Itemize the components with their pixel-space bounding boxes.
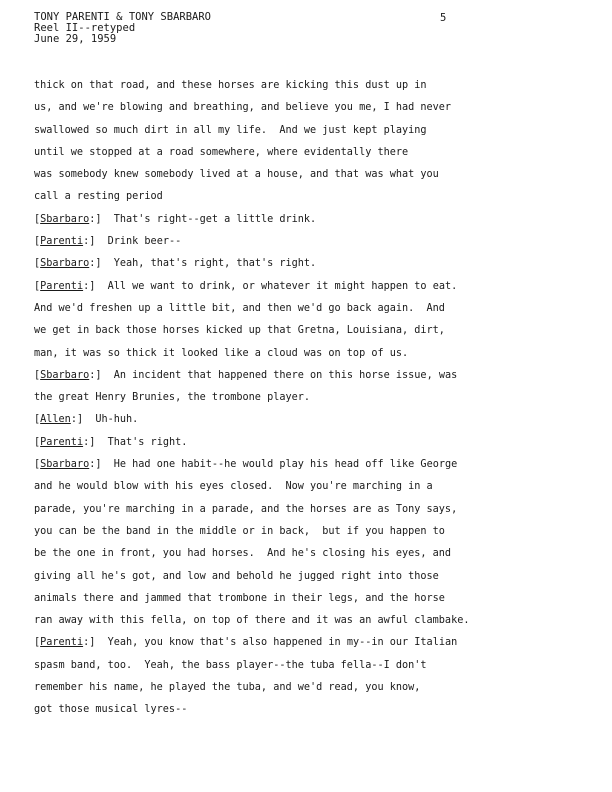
line-text: parade, you're marching in a parade, and the horses are as Tony says,	[34, 503, 458, 515]
line-text: spasm band, too. Yeah, the bass player--the tuba fella--I don't	[34, 659, 427, 671]
speaker-line: [Parenti:] That's right.	[34, 436, 188, 448]
line-text: you can be the band in the middle or in back, but if you happen to	[34, 525, 445, 537]
line-text: Yeah, that's right, that's right.	[113, 258, 317, 270]
speaker-line: [Parenti:] All we want to drink, or whatever it might happen to eat.	[34, 280, 458, 292]
transcript-line	[34, 120, 574, 142]
transcript-line	[34, 97, 574, 119]
line-text: call a resting period	[34, 191, 163, 203]
line-text: got those musical lyres--	[34, 704, 188, 716]
page-header	[34, 12, 211, 45]
speaker-name: Parenti	[40, 236, 84, 248]
line-text: the great Henry Brunies, the trombone player.	[34, 392, 311, 404]
line-text: be the one in front, you had horses. And he's closing his eyes, and	[34, 548, 452, 560]
speaker-name: Parenti	[40, 436, 84, 448]
speaker-name: Sbarbaro	[40, 258, 90, 270]
line-text: swallowed so much dirt in all my life. And we just kept playing	[34, 124, 427, 136]
page-number: 5	[440, 12, 447, 24]
transcript-line	[34, 343, 574, 365]
line-text: He had one habit--he would play his head off like George	[113, 459, 458, 471]
speaker-name: Parenti	[40, 637, 84, 649]
line-text: we get in back those horses kicked up that Gretna, Louisiana, dirt,	[34, 325, 445, 337]
transcript-line	[34, 699, 574, 721]
speaker-line: [Allen:] Uh-huh.	[34, 414, 139, 426]
transcript-line	[34, 588, 574, 610]
header-date: June 29, 1959	[34, 33, 117, 45]
transcript-line	[34, 521, 574, 543]
speaker-line: [Sbarbaro:] An incident that happened there on this horse issue, was	[34, 369, 458, 381]
line-text: thick on that road, and these horses are kicking this dust up in	[34, 80, 427, 91]
line-text: That's right.	[107, 436, 188, 448]
transcript-body	[34, 75, 574, 722]
line-text: Uh-huh.	[95, 414, 139, 426]
speaker-name: Sbarbaro	[40, 213, 90, 225]
line-text: And we'd freshen up a little bit, and then we'd go back again. And	[34, 302, 445, 314]
line-text: us, and we're blowing and breathing, and believe you me, I had never	[34, 102, 452, 114]
speaker-name: Parenti	[40, 280, 84, 292]
transcript-line	[34, 566, 574, 588]
transcript-line	[34, 476, 574, 498]
speaker-line: [Sbarbaro:] He had one habit--he would play his head off like George	[34, 459, 458, 471]
transcript-line	[34, 75, 574, 97]
line-text: was somebody knew somebody lived at a house, and that was what you	[34, 169, 439, 181]
speaker-name: Sbarbaro	[40, 459, 90, 471]
line-text: and he would blow with his eyes closed. Now you're marching in a	[34, 481, 433, 493]
line-text: Drink beer--	[107, 236, 182, 248]
transcript-line	[34, 298, 574, 320]
transcript-line	[34, 387, 574, 409]
line-text: animals there and jammed that trombone in their legs, and the horse	[34, 592, 445, 604]
header-names: TONY PARENTI & TONY SBARBARO	[34, 11, 212, 23]
line-text: All we want to drink, or whatever it might happen to eat.	[107, 280, 458, 292]
line-text: until we stopped at a road somewhere, where evidentally there	[34, 146, 409, 158]
transcript-line	[34, 543, 574, 565]
header-reel: Reel II--retyped	[34, 22, 136, 34]
line-text: man, it was so thick it looked like a cloud was on top of us.	[34, 347, 409, 359]
line-text: ran away with this fella, on top of there and it was an awful clambake.	[34, 615, 470, 627]
transcript-line	[34, 186, 574, 208]
line-text: An incident that happened there on this horse issue, was	[113, 369, 458, 381]
speaker-line: [Parenti:] Yeah, you know that's also happened in my--in our Italian	[34, 637, 458, 649]
transcript-line	[34, 164, 574, 186]
speaker-line: [Sbarbaro:] That's right--get a little drink.	[34, 213, 317, 225]
speaker-line: [Parenti:] Drink beer--	[34, 236, 182, 248]
line-text: Yeah, you know that's also happened in my--in our Italian	[107, 637, 458, 649]
line-text: remember his name, he played the tuba, and we'd read, you know,	[34, 682, 421, 694]
speaker-name: Sbarbaro	[40, 369, 90, 381]
transcript-line	[34, 142, 574, 164]
speaker-name: Allen	[40, 414, 71, 426]
transcript-line	[34, 499, 574, 521]
line-text: giving all he's got, and low and behold he jugged right into those	[34, 570, 439, 582]
transcript-line	[34, 677, 574, 699]
transcript-line	[34, 320, 574, 342]
transcript-line	[34, 610, 574, 632]
line-text: That's right--get a little drink.	[113, 213, 317, 225]
speaker-line: [Sbarbaro:] Yeah, that's right, that's right.	[34, 258, 317, 270]
transcript-line	[34, 655, 574, 677]
